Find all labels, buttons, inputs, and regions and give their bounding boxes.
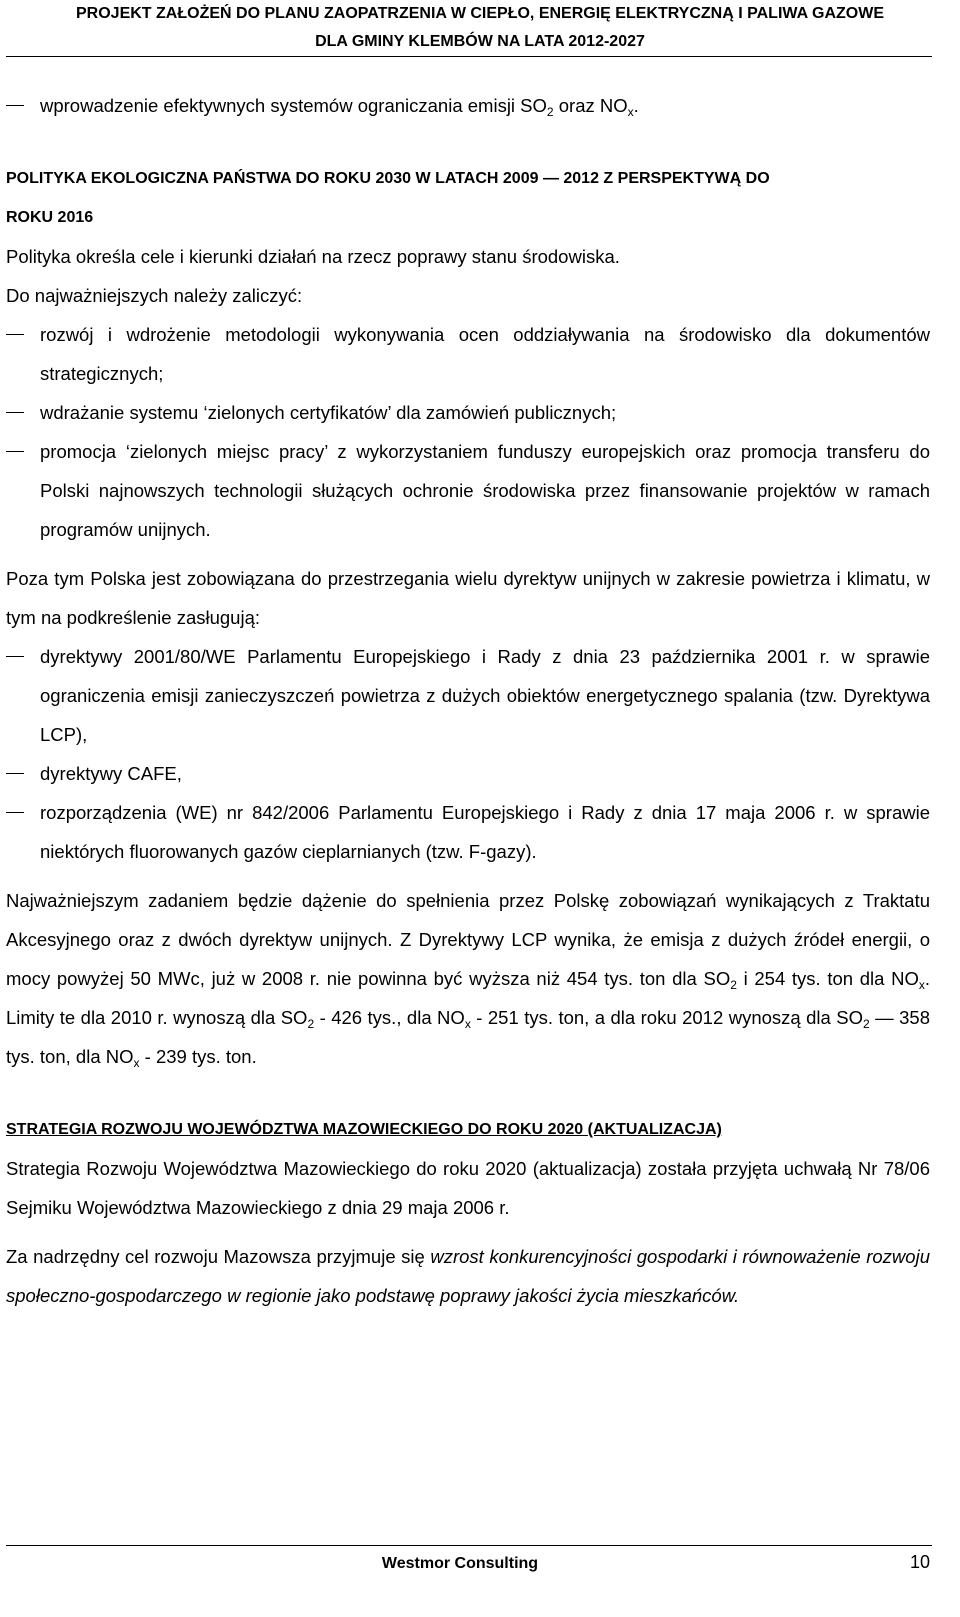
heading-line-1: POLITYKA EKOLOGICZNA PAŃSTWA DO ROKU 2030 W LATACH 2009 — 2012 Z PERSPEKTYWĄ DO bbox=[6, 170, 770, 187]
header-line-1: PROJEKT ZAŁOŻEŃ DO PLANU ZAOPATRZENIA W CIEPŁO, ENERGIĘ ELEKTRYCZNĄ I PALIWA GAZOWE bbox=[76, 5, 884, 22]
bullet-list bbox=[6, 315, 930, 549]
dash-bullet-icon bbox=[6, 793, 26, 832]
text: . Limity te dla 2010 r. wynoszą dla SO bbox=[6, 968, 930, 1028]
dash-bullet-icon bbox=[6, 754, 26, 793]
section-heading: STRATEGIA ROZWOJU WOJEWÓDZTWA MAZOWIECKIEGO DO ROKU 2020 (AKTUALIZACJA) bbox=[6, 1121, 722, 1138]
intro-list bbox=[6, 86, 930, 125]
list-item bbox=[6, 754, 930, 793]
paragraph bbox=[6, 1237, 930, 1315]
footer-divider bbox=[6, 1545, 932, 1546]
text: - 239 tys. ton. bbox=[139, 1046, 257, 1067]
subscript: x bbox=[464, 1017, 471, 1031]
list-item bbox=[6, 86, 930, 125]
paragraph: Do najważniejszych należy zaliczyć: bbox=[6, 285, 303, 306]
subscript: x bbox=[918, 978, 925, 992]
subscript: 2 bbox=[546, 105, 554, 119]
directive-list bbox=[6, 637, 930, 871]
item-text: oraz NO bbox=[553, 95, 628, 116]
section-heading bbox=[6, 159, 930, 237]
list-item bbox=[6, 393, 930, 432]
heading-line-2: ROKU 2016 bbox=[6, 209, 94, 226]
paragraph: Strategia Rozwoju Województwa Mazowieckiego do roku 2020 (aktualizacja) została przyjęta uchwałą Nr 78/06 Sejmiku Województwa Mazowieckiego z dnia 29 maja 2006 r. bbox=[6, 1158, 930, 1218]
text: i 254 tys. ton dla NO bbox=[736, 968, 919, 989]
emphasis-text: wzrost konkurencyjności gospodarki i równoważenie rozwoju społeczno-gospodarczego w regionie jako podstawę poprawy jakości życia mieszkańców. bbox=[6, 1246, 930, 1306]
item-text: promocja ‘zielonych miejsc pracy’ z wykorzystaniem funduszy europejskich oraz promocja transferu do Polski najnowszych technologii służących ochronie środowiska przez finansowanie projektów w ramach programów unijnych. bbox=[40, 441, 930, 540]
footer-company: Westmor Consulting bbox=[381, 1555, 539, 1572]
item-text: dyrektywy CAFE, bbox=[40, 763, 182, 784]
text: — 358 tys. ton, dla NO bbox=[6, 1007, 930, 1067]
dash-bullet-icon bbox=[6, 432, 26, 471]
item-text: wdrażanie systemu ‘zielonych certyfikatów’ dla zamówień publicznych; bbox=[40, 402, 617, 423]
text: Za nadrzędny cel rozwoju Mazowsza przyjmuje się bbox=[6, 1246, 431, 1267]
text: - 426 tys., dla NO bbox=[314, 1007, 465, 1028]
list-item bbox=[6, 432, 930, 549]
dash-bullet-icon bbox=[6, 86, 26, 125]
paragraph: Polityka określa cele i kierunki działań na rzecz poprawy stanu środowiska. bbox=[6, 246, 620, 267]
paragraph bbox=[6, 881, 930, 1076]
list-item bbox=[6, 793, 930, 871]
subscript: x bbox=[133, 1056, 140, 1070]
item-text: dyrektywy 2001/80/WE Parlamentu Europejskiego i Rady z dnia 23 października 2001 r. w sprawie ograniczenia emisji zanieczyszczeń powietrza z dużych obiektów energetycznego spalania (tzw. Dyrektywa LCP), bbox=[40, 646, 930, 745]
subscript: 2 bbox=[730, 978, 737, 992]
header-line-2: DLA GMINY KLEMBÓW NA LATA 2012-2027 bbox=[315, 33, 645, 50]
dash-bullet-icon bbox=[6, 637, 26, 676]
dash-bullet-icon bbox=[6, 393, 26, 432]
paragraph: Poza tym Polska jest zobowiązana do przestrzegania wielu dyrektyw unijnych w zakresie powietrza i klimatu, w tym na podkreślenie zasługują: bbox=[6, 568, 930, 628]
item-text: . bbox=[633, 95, 639, 116]
text: Najważniejszym zadaniem będzie dążenie do spełnienia przez Polskę zobowiązań wynikających z Traktatu Akcesyjnego oraz z dwóch dyrektyw unijnych. Z Dyrektywy LCP wynika, że emisja z dużych źródeł energii, o mocy powyżej 50 MWc, już w 2008 r. nie powinna być wyższa niż 454 tys. ton dla SO bbox=[6, 890, 930, 989]
page-header bbox=[0, 0, 960, 56]
subscript: 2 bbox=[307, 1017, 315, 1031]
list-item bbox=[6, 315, 930, 393]
list-item bbox=[6, 637, 930, 754]
subscript: 2 bbox=[863, 1017, 870, 1031]
document-body bbox=[6, 86, 930, 1315]
item-text: rozwój i wdrożenie metodologii wykonywania ocen oddziaływania na środowisko dla dokumentów strategicznych; bbox=[40, 324, 930, 384]
subscript: x bbox=[627, 105, 634, 119]
header-divider bbox=[6, 56, 932, 57]
text: - 251 tys. ton, a dla roku 2012 wynoszą dla SO bbox=[470, 1007, 864, 1028]
item-text: rozporządzenia (WE) nr 842/2006 Parlamentu Europejskiego i Rady z dnia 17 maja 2006 r. w sprawie niektórych fluorowanych gazów cieplarnianych (tzw. F-gazy). bbox=[40, 802, 930, 862]
dash-bullet-icon bbox=[6, 315, 26, 354]
page-number: 10 bbox=[909, 1552, 930, 1572]
item-text: wprowadzenie efektywnych systemów ograniczania emisji SO bbox=[40, 95, 547, 116]
